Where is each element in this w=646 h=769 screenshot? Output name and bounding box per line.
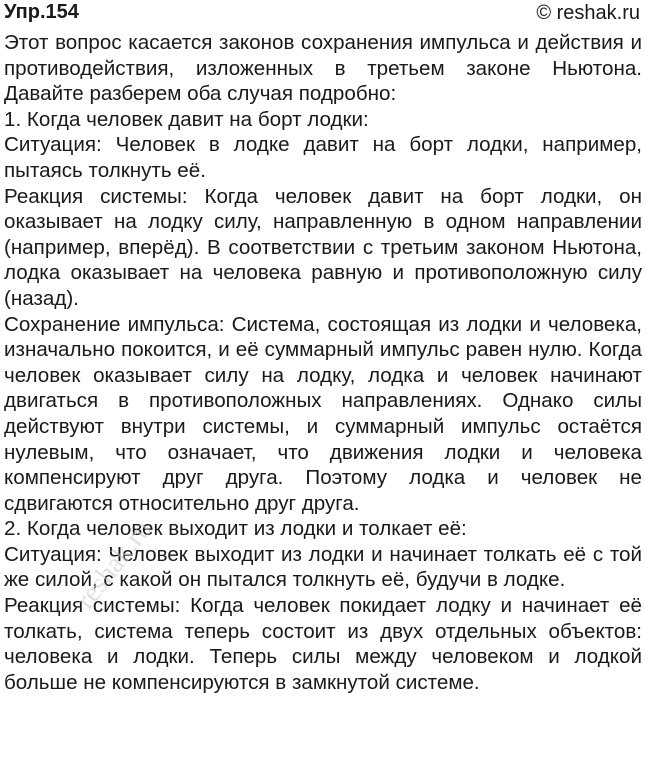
- page-header: [0, 0, 646, 26]
- site-credit[interactable]: © reshak.ru: [536, 2, 640, 24]
- paragraph-case-1-situation: Ситуация: Человек в лодке давит на борт лодки, например, пытаясь толкнуть её.: [4, 133, 642, 182]
- paragraph-case-2-reaction: Реакция системы: Когда человек покидает лодку и начинает её толкать, система теперь состоит из двух отдельных объектов: человека и лодки. Теперь силы между человеком и лодкой больше не компенсируются в замкнутой системе.: [4, 594, 642, 694]
- paragraph-case-1-reaction: Реакция системы: Когда человек давит на борт лодки, он оказывает на лодку силу, направленную в одном направлении (например, вперёд). В соответствии с третьим законом Ньютона, лодка оказывает на человека равную и противоположную силу (назад).: [4, 184, 642, 310]
- paragraph-case-1-heading: 1. Когда человек давит на борт лодки:: [4, 107, 369, 131]
- exercise-number: Упр.154: [4, 1, 79, 23]
- paragraph-case-1-momentum: Сохранение импульса: Система, состоящая из лодки и человека, изначально покоится, и её суммарный импульс равен нулю. Когда человек оказывает силу на лодку, лодка и человек начинают двигаться в противоположных направлениях. Однако силы действуют внутри системы, и суммарный импульс остаётся нулевым, что означает, что движения лодки и человека компенсируют друг друга. Поэтому лодка и человек не сдвигаются относительно друг друга.: [4, 312, 642, 515]
- paragraph-case-2-heading: 2. Когда человек выходит из лодки и толкает её:: [4, 517, 467, 541]
- paragraph-case-2-situation: Ситуация: Человек выходит из лодки и начинает толкать её с той же силой, с какой он пытался толкнуть её, будучи в лодке.: [4, 542, 642, 592]
- watermark: reshak.ru: [70, 514, 159, 616]
- paragraph-intro: Этот вопрос касается законов сохранения импульса и действия и противодействия, изложенных в третьем законе Ньютона. Давайте разберем оба случая подробно:: [4, 31, 642, 106]
